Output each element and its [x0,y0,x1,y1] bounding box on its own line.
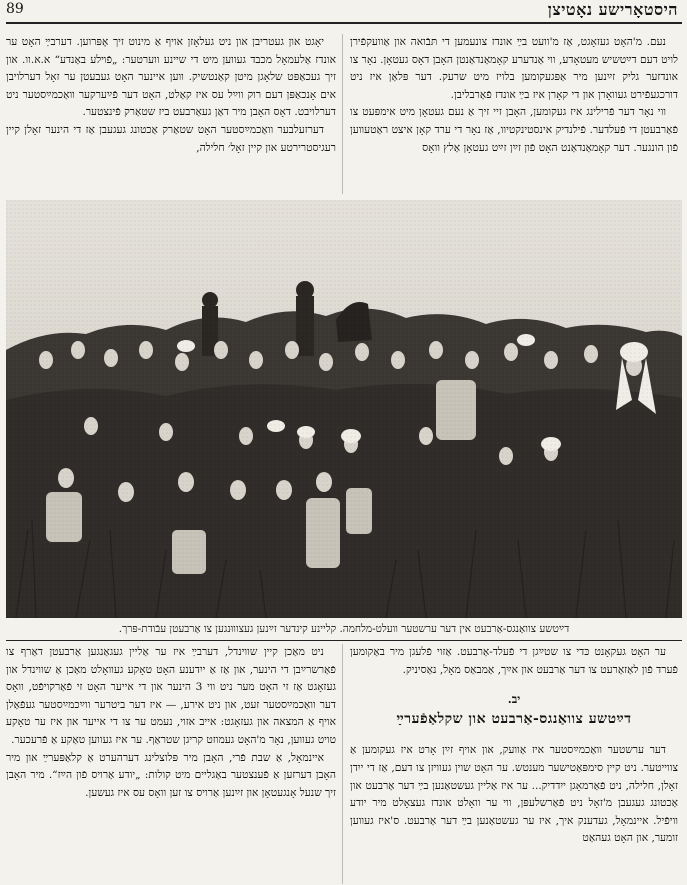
page-number: 89 [6,1,24,17]
top-left-column [6,34,336,194]
top-right-column [350,34,678,194]
photo-illustration [6,200,682,618]
paragraph: איינמאָל, אַ שבת פֿרי, האָבן מיר פּלוצלינג דערהערט אַ קלאַפּערײַ און מיר האָבן דערזען אַ פֿענצטער באַגליים מיט קולות: „יודע אַרויס פֿון הײַז“. מיר האָבן זיך שנעל אָנגעטאָן און זײַנען אַרויס צו זען וואָס עס איז געשען. [6,751,336,799]
paragraph: נעם. מ'האָט געזאָגט, אַז מ'וועט בײַ אונדז צונעמען די תּבֿואה און אַוועקפֿירן לויט דעם דײַטשיש מעטאָדע, ווי אַנדערע קאָמאַנדאַנטן האָבן דאָס געטאָן. נאָר צו אונדזער גליק זײַנען מיר אַפּגעקומען בלויז מיט שרעק. דער פּלאַן איז ניט דורכגעפֿירט געוואָרן און די קאָרן איז בײַ אונדז פֿאַרבליבן. [350,36,678,101]
horizontal-rule [6,640,682,641]
section-heading: דײַטשע צוואַנגס-אַרבעט און שקלאַפֿערײַ [396,710,632,727]
photo-caption: דײַטשע צוואַנגס-אַרבעט אין דער ערשטער וועלט-מלחמה. קליינע קינדער זײַנען געצוווּנגען צו אַרבעטן עבֿודת-פּרך. [118,623,570,635]
historical-photo [6,200,682,618]
section-number: יב. [507,692,521,707]
paragraph: יאָגט און געטריבן און ניט געלאָזן אויף אַ מינוט זיך אָפּרוען. דערבײַ האָט ער אונדז אַלעמאָל מכבד געווען מיט די שיינע ווערטער: „פֿױלע באַנדע“ א.א.וו. און זיך געכאַפּט שלאָגן מיטן קאַנטשיק. ווען איינער האָט געבעטן ער זאָל דערלויבן אים אָנכאַפּן דעם רוק ווײַל עס איז קאַלט, האָט דער פֿײַערקער וואַכמײַסטער ניט דערלויבט. דאָס האָבן מיר דאַן געאַרבעט ביז שטאַרק פֿינצטער. [6,36,336,119]
column-divider [342,644,343,884]
paragraph: דער ערשטער וואַכמײַסטער איז אַוועק, און אויף זײַן אָרט איז געקומען אַ צווייטער. ניט קיין סימפּאַטישער מענטש. ער האָט שוין געוויזן צו דעם, אַז די ייִדן זאָלן, חלילה, ניט פֿאַרמאָגן ייִדדיק... ער איז אַליין געשטאַנען בײַ דער אַרבעט און אַכטונג געגעבן מ'זאָל ניט פֿאַרשלעפּן, ווי ער וואָלט אונדז געצאָלט מיר יודע וויפֿיל. איינמאָל, געדענק איך, איז ער געשטאַנען בײַ דער אַרבעט. ס'איז געווען זומער, און האָט געהאַט [350,744,678,845]
paragraph: ער האָט געקאָנט כּדי צו שטײַגן די פֿעלד-אַרבעט. אַזוי פֿלעגן מיר באַקומען פֿערד פֿון לאַזאַרעט צו דער אַרבעט און אײַך, אַמבאַס מאָל, נאַסיניק. [350,646,678,676]
page-header [6,0,682,24]
bottom-left-column [6,644,336,884]
paragraph: דערזעלבער וואַכמײַסטער האָט שטאַרק אַכטונג געגעבן אַז די הינער זאָלן קיין רעגיסטרירטע און קיין זאָל׳ חלילה, [6,123,336,154]
column-divider [342,34,343,194]
paragraph: ניט מאַכן קיין שווינדל, דערבײַ איז ער אַליין געגאַנגען אַרבעטן דאַרף צו פֿאַרשרײַבן די הינער, און אַז אַ ייִדענע האָט טאָקע געוואָלט מאַכן אַ שווינדל און געזאָגט אַז זי האָט מער ניט ווי 3 הינער און די אייער האָט זי פֿאַרקויפֿט, וואָס דער וואַכמײַסטער זעט, און ניט אירע, — איז דער ביטרער ווײַכמײַסטער געפֿאַלן אויף אַ המצאה און געזאָגט: אייב אזוי, נעמט ער צו די אייער און איז ער טאָקע טויט געווען, נאָר מ'האָט געמוזט קריגן שטראַף. ער איז געווען טאַקע אַ פֿרעכער. [6,646,336,746]
paragraph: ווי נאָר דער פֿרילינג איז געקומען, האָבן זיי זיך אַ נעם געטאָן מיט אימפּעט צו פֿאַרבעטן די פֿעלדער. פֿילנדיק אינסטינקטיוו, אַז נאָר די ערד קאָן איצט ראַטעווען פֿון הונגער. דער קאָמאַנדאַנט האָט פֿון זײַן זײַט געטאָן אַלץ וואָס [350,106,678,154]
bottom-right-column [350,644,678,884]
running-title: היסטאָרישע נאָטיצן [547,0,678,19]
